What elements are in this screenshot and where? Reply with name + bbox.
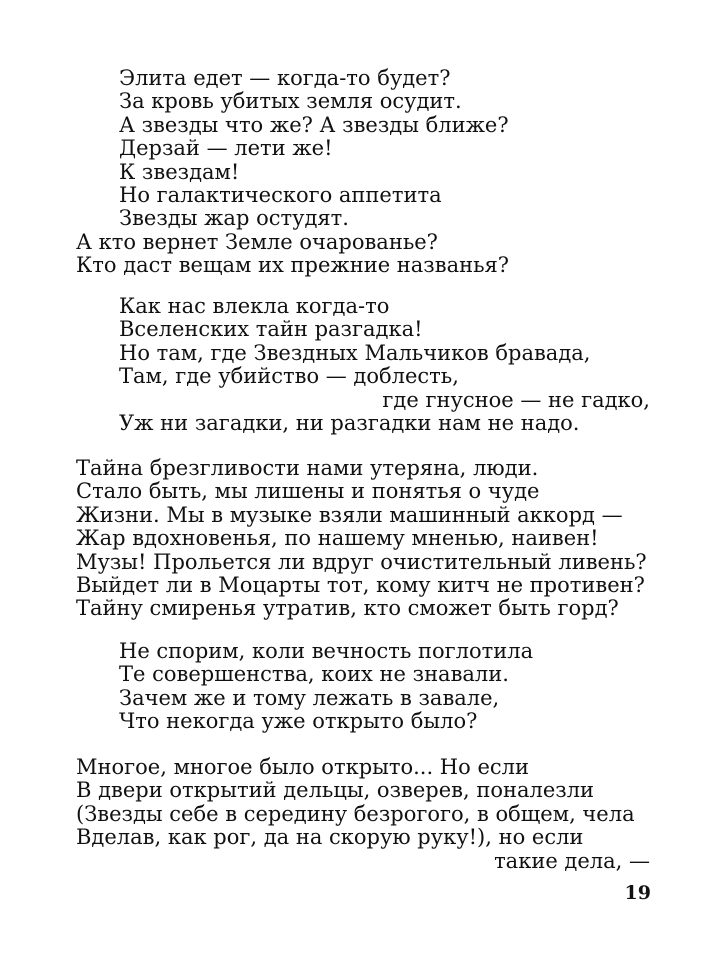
stanza-4	[0, 640, 714, 734]
verse-line: К звездам!	[119, 159, 240, 184]
verse-line: (Звезды себе в середину безрогого, в общем, чела	[76, 801, 635, 826]
verse-line: Стало быть, мы лишены и понятья о чуде	[76, 479, 540, 504]
verse-line: Уж ни загадки, ни разгадки нам не надо.	[119, 410, 580, 435]
verse-line: Многое, многое было открыто... Но если	[76, 755, 529, 779]
verse-line: Выйдет ли в Моцарты тот, кому китч не противен?	[76, 572, 645, 597]
verse-line: А звезды что же? А звезды ближе?	[119, 112, 509, 137]
verse-line: Жизни. Мы в музыке взяли машинный аккорд —	[76, 502, 623, 527]
verse-line: Не спорим, коли вечность поглотила	[119, 639, 534, 663]
stanza-3	[0, 457, 714, 621]
verse-line: Что некогда уже открыто было?	[119, 709, 478, 734]
verse-line: Но там, где Звездных Мальчиков бравада,	[119, 340, 591, 365]
verse-line: Элита едет — когда-то будет?	[119, 66, 451, 90]
verse-line: А кто вернет Земле очарованье?	[76, 229, 438, 254]
stanza-1	[0, 67, 714, 278]
verse-line: Тайну смиренья утратив, кто сможет быть горд?	[76, 596, 619, 621]
verse-line: Жар вдохновенья, по нашему мненью, наивен!	[76, 526, 599, 551]
verse-line: В двери открытий дельцы, озверев, поналезли	[76, 778, 595, 803]
page-number: 19	[624, 882, 651, 904]
verse-line: Там, где убийство — доблесть,	[119, 364, 459, 389]
verse-line-dropped: такие дела, —	[494, 848, 650, 873]
verse-line: Тайна брезгливости нами утеряна, люди.	[76, 456, 539, 480]
stanza-5	[0, 756, 714, 873]
verse-line: Те совершенства, коих не знавали.	[119, 662, 509, 687]
verse-line: Кто даст вещам их прежние названья?	[76, 253, 510, 278]
stanza-2	[0, 295, 714, 435]
verse-line: Дерзай — лети же!	[119, 136, 333, 161]
verse-line: За кровь убитых земля осудит.	[119, 89, 462, 114]
verse-line: Но галактического аппетита	[119, 182, 442, 207]
verse-line: Вселенских тайн разгадка!	[119, 317, 423, 342]
verse-line: Звезды жар остудят.	[119, 206, 349, 231]
verse-line: Как нас влекла когда-то	[119, 294, 390, 318]
verse-line: Вделав, как рог, да на скорую руку!), но если	[76, 825, 584, 850]
verse-line: Музы! Прольется ли вдруг очистительный ливень?	[76, 549, 647, 574]
verse-line-dropped: где гнусное — не гадко,	[382, 387, 650, 412]
verse-line: Зачем же и тому лежать в завале,	[119, 685, 500, 710]
